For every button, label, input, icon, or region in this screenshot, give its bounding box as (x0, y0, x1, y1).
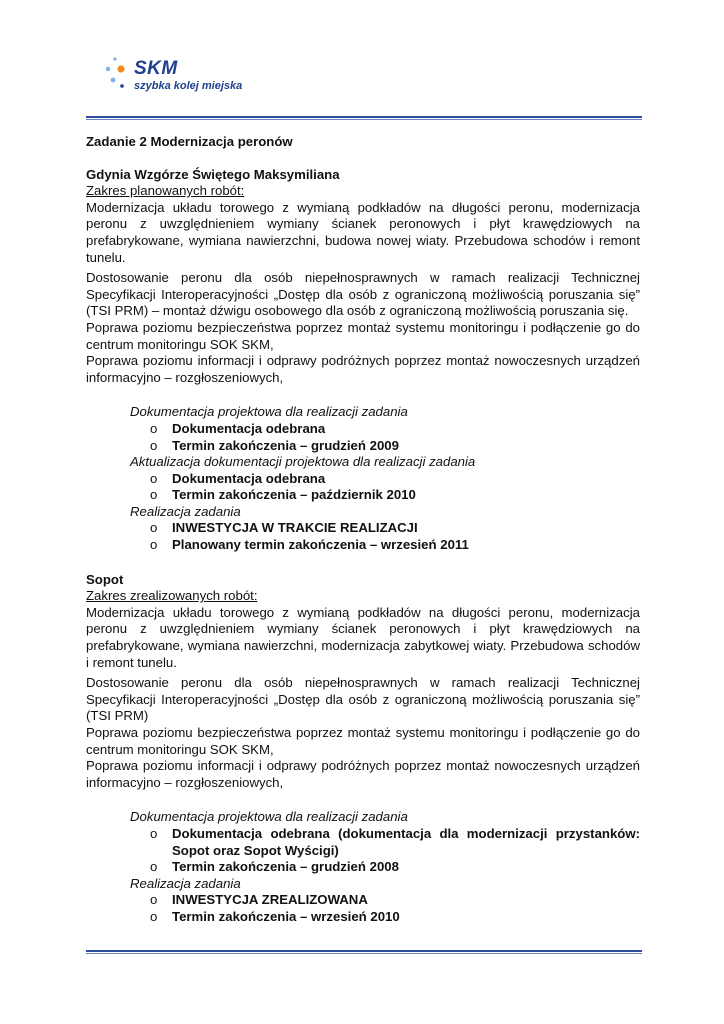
bullet-icon: o (150, 537, 158, 553)
list-item: o Termin zakończenia – grudzień 2008 (150, 859, 399, 875)
bullet-icon: o (150, 520, 158, 536)
section1-status-list (130, 404, 640, 553)
skm-logo (104, 56, 294, 102)
bullet-icon: o (150, 470, 158, 486)
section2-paragraph: Dostosowanie peronu dla osób niepełnosprawnych w ramach realizacji Technicznej Specyfikacji Interoperacyjności „Dostęp dla osób z ograniczoną możliwością poruszania się” (TSI PRM) (86, 675, 640, 724)
task-title: Zadanie 2 Modernizacja peronów (86, 134, 293, 149)
section2-heading: Sopot (86, 571, 124, 587)
group-label: Realizacja zadania (130, 875, 241, 891)
list-item: o Termin zakończenia – wrzesień 2010 (150, 908, 400, 924)
section1-paragraph: Poprawa poziomu informacji i odprawy podróżnych poprzez montaż nowoczesnych urządzeń informacyjno – rozgłoszeniowych, (86, 353, 640, 385)
list-item: o Termin zakończenia – październik 2010 (150, 487, 416, 503)
section2-paragraph: Modernizacja układu torowego z wymianą podkładów na długości peronu, modernizacja peronu z uwzględnieniem wymiany ścianek peronowych i płyt krawędziowych na prefabrykowane, wymiana nawierzchni, modernizacja zabytkowej wiaty. Przebudowa schodów i remont tunelu. (86, 604, 640, 670)
section1-paragraph: Modernizacja układu torowego z wymianą podkładów na długości peronu, modernizacja peronu z uwzględnieniem wymiany ścianek peronowych i płyt krawędziowych na prefabrykowane, wymiana nawierzchni, budowa nowej wiaty. Przebudowa schodów i remont tunelu. (86, 199, 640, 265)
group-label: Dokumentacja projektowa dla realizacji zadania (130, 404, 408, 420)
section2-status-list (130, 809, 640, 925)
list-item: o Dokumentacja odebrana (150, 420, 326, 436)
list-item: o INWESTYCJA ZREALIZOWANA (150, 892, 368, 908)
section1-scope-label: Zakres planowanych robót: (86, 183, 245, 199)
section2-paragraph: Poprawa poziomu bezpieczeństwa poprzez montaż systemu monitoringu i podłączenie go do centrum monitoringu SOK SKM, (86, 725, 640, 757)
section1-paragraph: Poprawa poziomu bezpieczeństwa poprzez montaż systemu monitoringu i podłączenie go do centrum monitoringu SOK SKM, (86, 319, 640, 352)
bullet-icon: o (150, 420, 158, 436)
bullet-icon: o (150, 437, 158, 453)
group-label: Aktualizacja dokumentacji projektowa dla realizacji zadania (130, 454, 476, 470)
list-item: o Dokumentacja odebrana (150, 470, 326, 486)
list-item: o INWESTYCJA W TRAKCIE REALIZACJI (150, 520, 418, 536)
bullet-icon: o (150, 487, 158, 503)
bullet-icon: o (150, 859, 158, 875)
section1-paragraph: Dostosowanie peronu dla osób niepełnosprawnych w ramach realizacji Technicznej Specyfikacji Interoperacyjności „Dostęp dla osób z ograniczoną możliwością poruszania się” (TSI PRM) – montaż dźwigu osobowego dla osób z ograniczoną możliwością poruszania się. (86, 270, 640, 319)
section1-heading: Gdynia Wzgórze Świętego Maksymiliana (86, 166, 340, 182)
logo-title: SKM (134, 58, 178, 79)
document-body (86, 134, 640, 926)
skm-logo-dots-icon (104, 56, 132, 96)
bullet-icon: o (150, 892, 158, 908)
bullet-icon: o (150, 825, 158, 841)
footer-rule (86, 950, 642, 952)
list-item: o Dokumentacja odebrana (dokumentacja dla modernizacji przystanków: Sopot oraz Sopot Wyścigi) (150, 825, 640, 858)
section2-paragraph: Poprawa poziomu informacji i odprawy podróżnych poprzez montaż nowoczesnych urządzeń informacyjno – rozgłoszeniowych, (86, 758, 640, 790)
group-label: Dokumentacja projektowa dla realizacji zadania (130, 809, 408, 825)
logo-subtitle: szybka kolej miejska (134, 80, 243, 92)
list-item: o Planowany termin zakończenia – wrzesień 2011 (150, 537, 469, 553)
bullet-icon: o (150, 908, 158, 924)
header-rule (86, 116, 642, 118)
section2-scope-label: Zakres zrealizowanych robót: (86, 588, 258, 604)
list-item: o Termin zakończenia – grudzień 2009 (150, 437, 399, 453)
group-label: Realizacja zadania (130, 503, 241, 519)
